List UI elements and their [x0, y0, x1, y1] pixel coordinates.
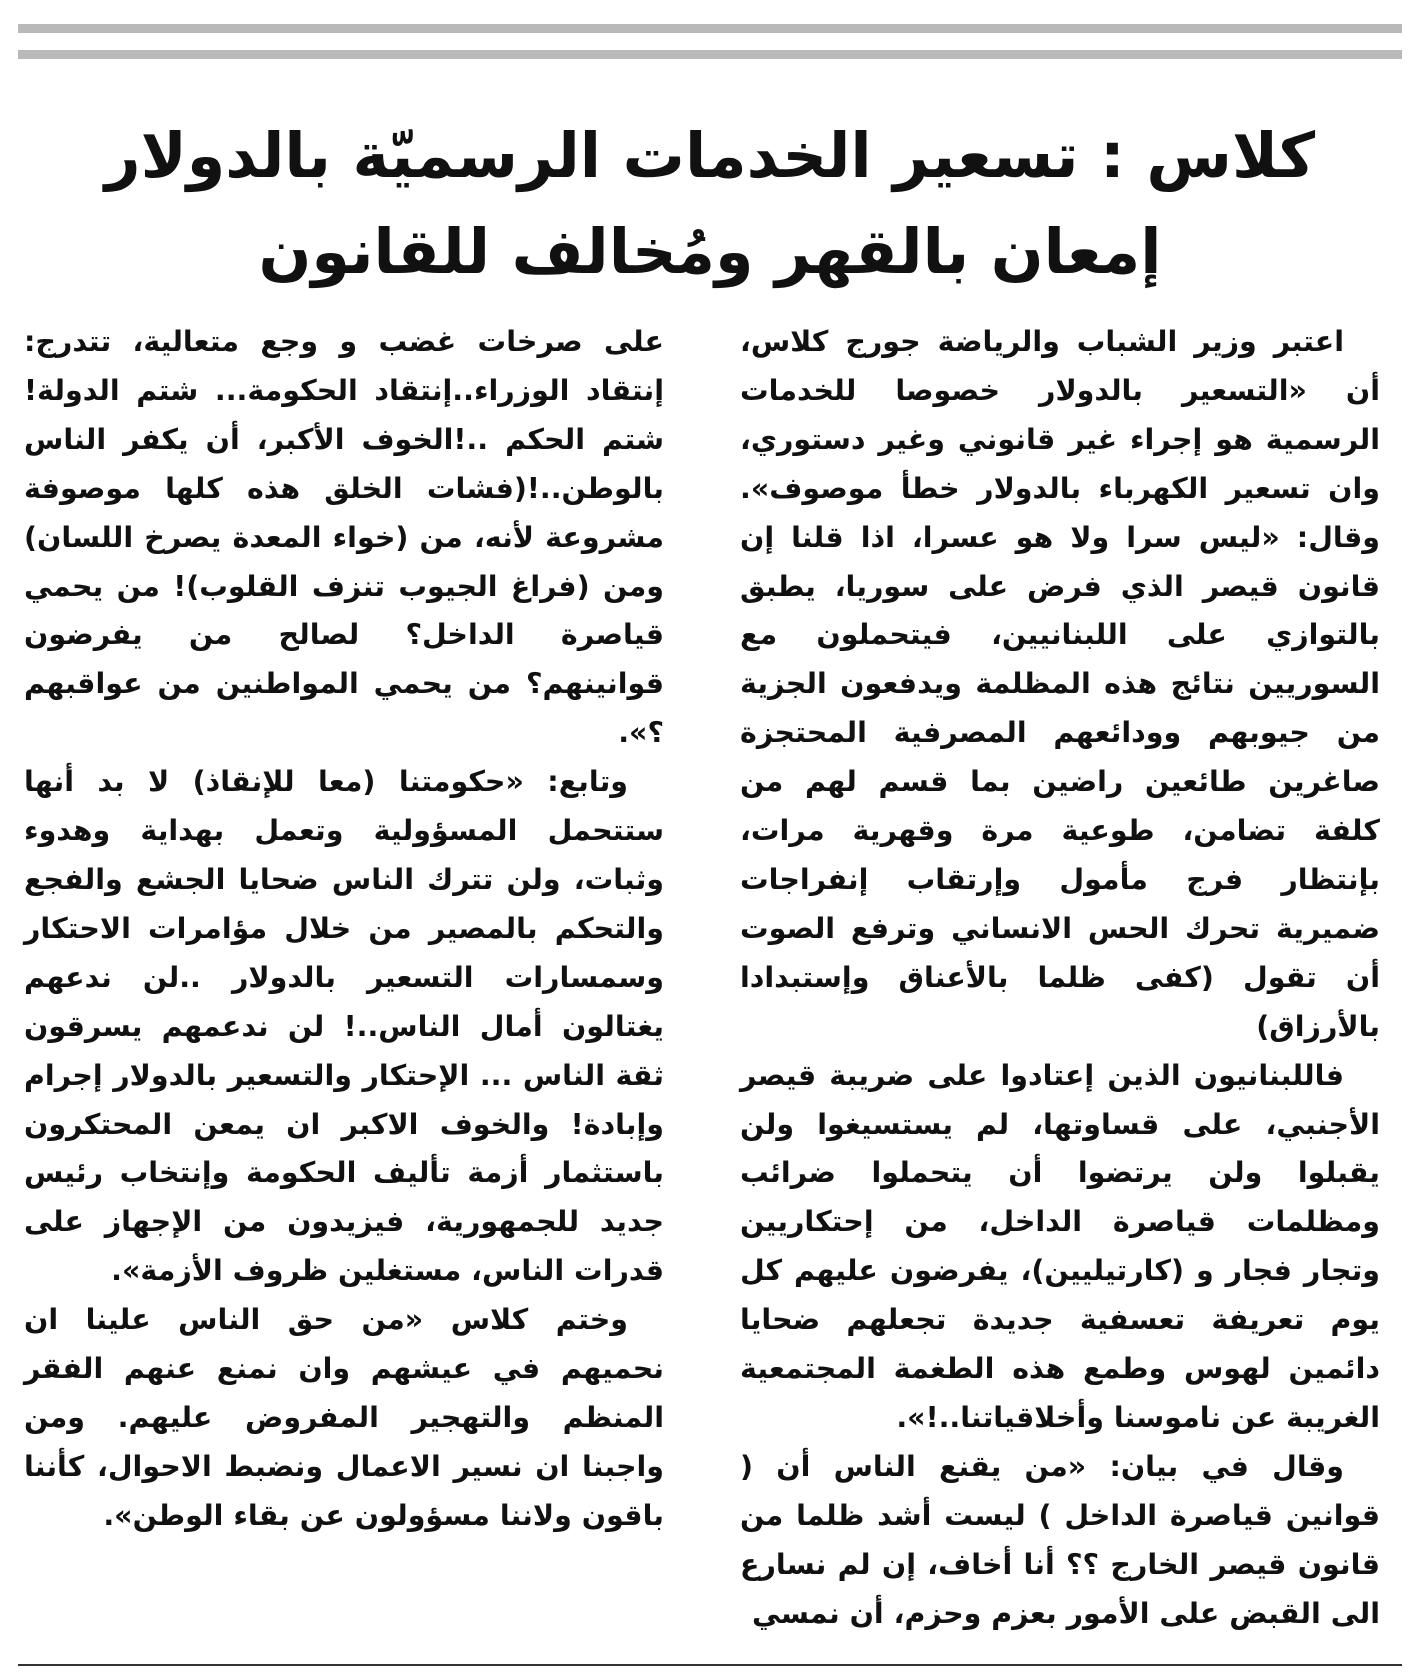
paragraph-left-2: وتابع: «حكومتنا (معا للإنقاذ) لا بد أنها ستتحمل المسؤولية وتعمل بهداية وهدوء وثبات، ولن تترك الناس ضحايا الجشع والفجع والتحكم بالمصير من خلال مؤامرات الاحتكار وسمسارات التسعير بالدولار ..لن ندعهم يغتالون أمال الناس..! لن ندعمهم يسرقون ثقة الناس ... الإحتكار والتسعير بالدولار إجرام وإبادة! والخوف الاكبر ان يمعن المحتكرون باستثمار أزمة تأليف الحكومة وإنتخاب رئيس جديد للجمهورية، فيزيدون من الإجهاز على قدرات الناس، مستغلين ظروف الأزمة». [24, 765, 664, 1288]
article-column-right [740, 318, 1380, 1638]
paragraph-left-1: على صرخات غضب و وجع متعالية، تتدرج: إنتقاد الوزراء..إنتقاد الحكومة... شتم الدولة! شتم الحكم ..!الخوف الأكبر، أن يكفر الناس بالوطن..!(فشات الخلق هذه كلها موصوفة مشروعة لأنه، من (خواء المعدة يصرخ اللسان) ومن (فراغ الجيوب تنزف القلوب)! من يحمي قياصرة الداخل؟ لصالح من يفرضون قوانينهم؟ من يحمي المواطنين من عواقبهم ؟». [24, 325, 664, 750]
headline-line-2: إمعان بالقهر ومُخالف للقانون [258, 215, 1162, 288]
top-rule-2 [18, 50, 1402, 59]
paragraph-left-3: وختم كلاس «من حق الناس علينا ان نحميهم في عيشهم وان نمنع عنهم الفقر المنظم والتهجير المفروض عليهم. ومن واجبنا ان نسير الاعمال ونضبط الاحوال، كأننا باقون ولاننا مسؤولون عن بقاء الوطن». [24, 1303, 664, 1532]
article-column-left [24, 318, 664, 1541]
headline-line-1: كلاس : تسعير الخدمات الرسميّة بالدولار [104, 119, 1316, 192]
top-rule-1 [18, 24, 1402, 33]
paragraph-right-1: اعتبر وزير الشباب والرياضة جورج كلاس، أن «التسعير بالدولار خصوصا للخدمات الرسمية هو إجراء غير قانوني وغير دستوري، وان تسعير الكهرباء بالدولار خطأ موصوف». وقال: «ليس سرا ولا هو عسرا، اذا قلنا إن قانون قيصر الذي فرض على سوريا، يطبق بالتوازي على اللبنانيين، فيتحملون مع السوريين نتائج هذه المظلمة ويدفعون الجزية من جيوبهم وودائعهم المصرفية المحتجزة صاغرين طائعين راضين بما قسم لهم من كلفة تضامن، طوعية مرة وقهرية مرات، بإنتظار فرج مأمول وإرتقاب إنفراجات ضميرية تحرك الحس الانساني وترفع الصوت أن تقول (كفى ظلما بالأعناق وإستبدادا بالأرزاق) [740, 325, 1380, 1043]
paragraph-right-2: فاللبنانيون الذين إعتادوا على ضريبة قيصر الأجنبي، على قساوتها، لم يستسيغوا ولن يقبلوا ولن يرتضوا أن يتحملوا ضرائب ومظلمات قياصرة الداخل، من إحتكاريين وتجار فجار و (كارتيليين)، يفرضون عليهم كل يوم تعريفة تعسفية جديدة تجعلهم ضحايا دائمين لهوس وطمع هذه الطغمة المجتمعية الغريبة عن ناموسنا وأخلاقياتنا..!». [740, 1058, 1380, 1434]
bottom-rule [18, 1664, 1402, 1666]
paragraph-right-3: وقال في بيان: «من يقنع الناس أن ( قوانين قياصرة الداخل ) ليست أشد ظلما من قانون قيصر الخارج ؟؟ أنا أخاف، إن لم نسارع الى القبض على الأمور بعزم وحزم، أن نمسي [740, 1449, 1380, 1630]
article-headline [30, 108, 1390, 300]
